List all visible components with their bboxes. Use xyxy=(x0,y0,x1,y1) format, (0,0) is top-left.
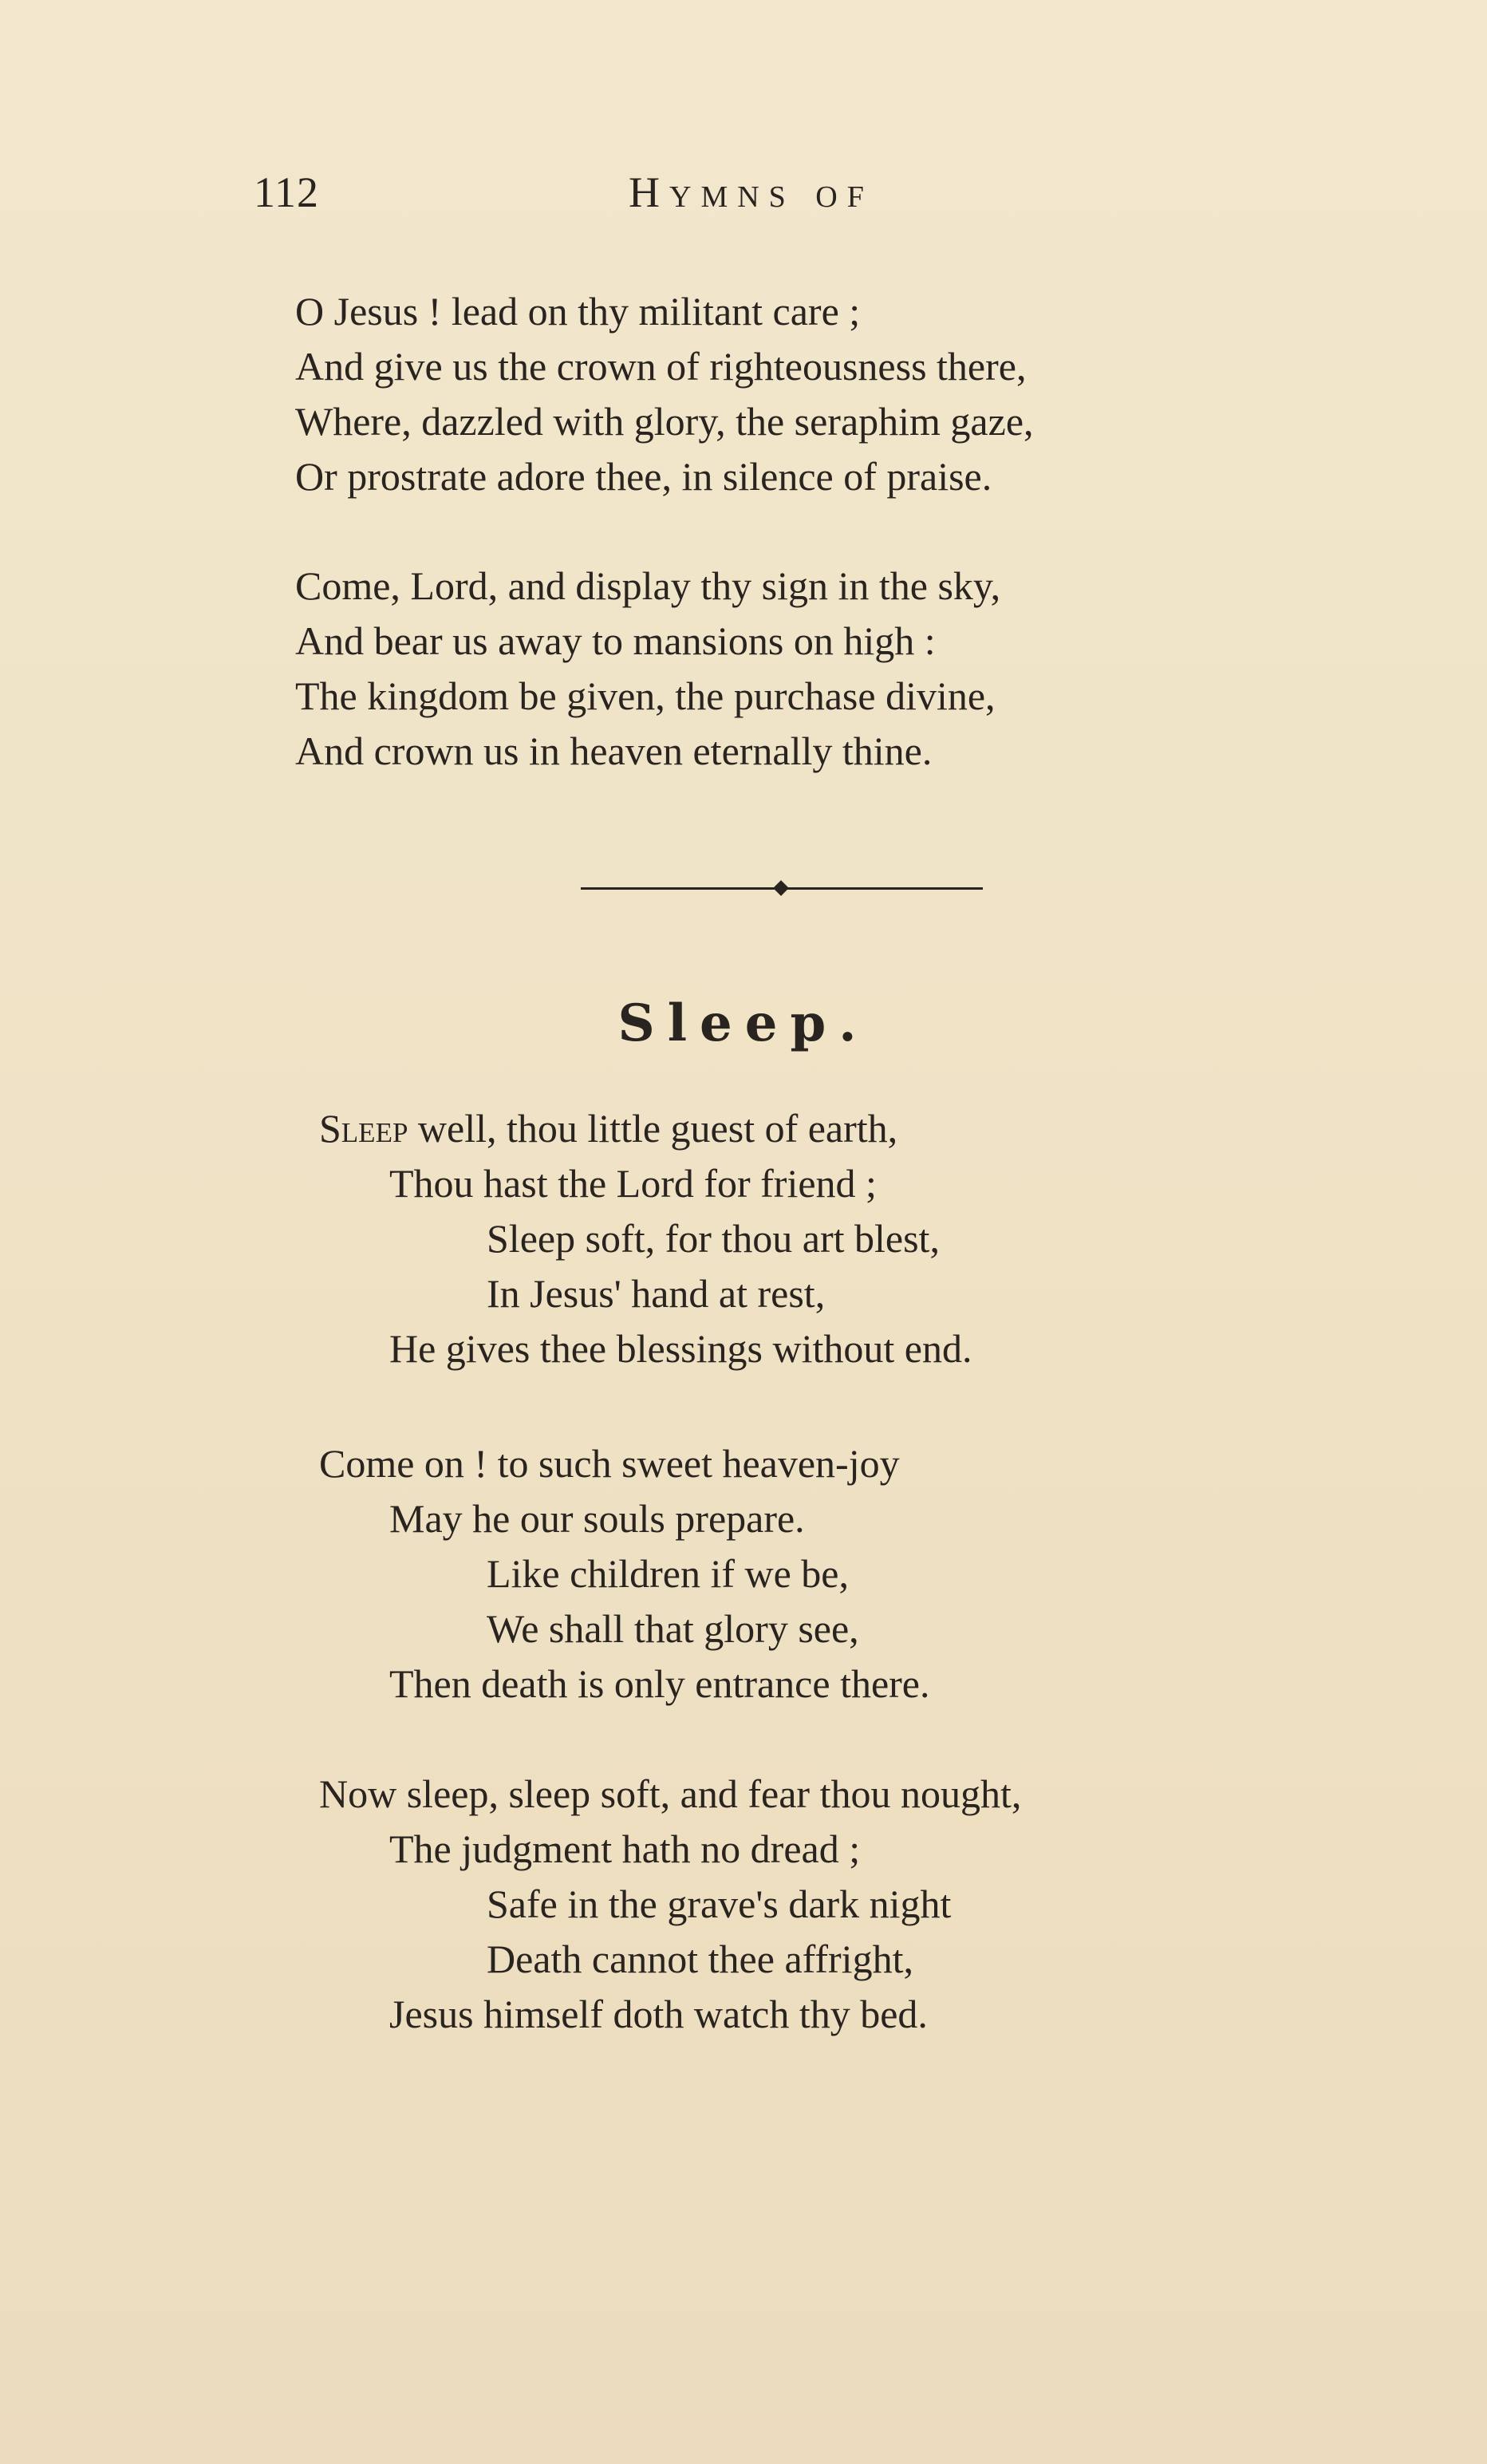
verse-line: Then death is only entrance there. xyxy=(389,1661,930,1706)
verse-line: Thou hast the Lord for friend ; xyxy=(389,1161,877,1206)
verse-line: And give us the crown of righteousness there, xyxy=(295,344,1027,389)
verse-line: The judgment hath no dread ; xyxy=(389,1826,861,1871)
verse-line: Death cannot thee affright, xyxy=(487,1937,913,1981)
page-header xyxy=(254,168,1211,223)
verse-line: And bear us away to mansions on high : xyxy=(295,618,936,663)
drop-word: Sleep xyxy=(319,1106,408,1151)
section-divider xyxy=(581,876,983,900)
verse-line: Come, Lord, and display thy sign in the sky, xyxy=(295,563,1001,608)
running-head: Hymns of xyxy=(629,168,874,216)
verse-line: Safe in the grave's dark night xyxy=(487,1882,952,1926)
verse-line: Where, dazzled with glory, the seraphim gaze, xyxy=(295,399,1034,444)
verse-line: Like children if we be, xyxy=(487,1551,849,1596)
verse-line: Come on ! to such sweet heaven-joy xyxy=(319,1441,900,1486)
verse-line: And crown us in heaven eternally thine. xyxy=(295,729,933,773)
divider-rule xyxy=(787,887,983,890)
verse-line-rest: well, thou little guest of earth, xyxy=(408,1106,898,1151)
stanza-4 xyxy=(319,1436,930,1712)
page-number: 112 xyxy=(254,168,319,216)
verse-line: Jesus himself doth watch thy bed. xyxy=(389,1992,928,2036)
stanza-2 xyxy=(295,559,1000,779)
poem-title: Sleep. xyxy=(617,993,870,1053)
stanza-5 xyxy=(319,1767,1021,2042)
verse-line: Or prostrate adore thee, in silence of praise. xyxy=(295,454,992,499)
verse-line: Sleep soft, for thou art blest, xyxy=(487,1216,940,1261)
verse-line: In Jesus' hand at rest, xyxy=(487,1271,826,1316)
stanza-3 xyxy=(319,1101,972,1376)
verse-line: Now sleep, sleep soft, and fear thou nought, xyxy=(319,1771,1022,1816)
divider-rule xyxy=(581,887,777,890)
verse-line: We shall that glory see, xyxy=(487,1606,859,1651)
verse-line: O Jesus ! lead on thy militant care ; xyxy=(295,289,861,334)
stanza-1 xyxy=(295,284,1034,504)
verse-line: The kingdom be given, the purchase divine, xyxy=(295,673,996,718)
verse-line: May he our souls prepare. xyxy=(389,1496,805,1541)
verse-line: He gives thee blessings without end. xyxy=(389,1326,972,1371)
verse-line-first xyxy=(319,1101,972,1156)
